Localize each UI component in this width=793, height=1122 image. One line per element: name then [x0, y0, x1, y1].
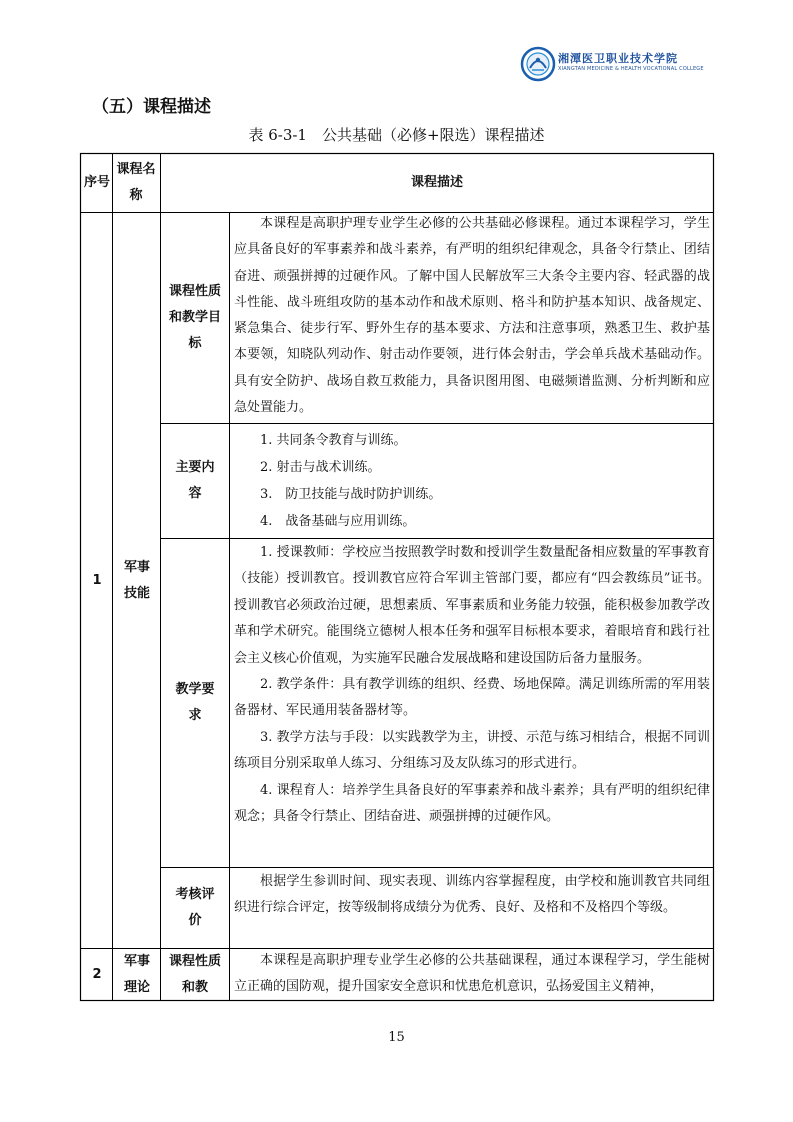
table-caption: 表 6-3-1 公共基础（必修+限选）课程描述: [248, 126, 545, 144]
row-1-label-nature: 课程性质和教学目标: [168, 284, 221, 351]
list-item: 4. 战备基础与应用训练。: [260, 514, 416, 529]
section-heading: （五）课程描述: [92, 97, 211, 117]
list-item: 2. 射击与战术训练。: [260, 460, 381, 475]
header-course-name: 课程名称: [116, 162, 156, 203]
row-1-label-content: 主要内容: [175, 460, 215, 501]
row-1-label-assessment: 考核评价: [175, 887, 215, 928]
paragraph: 本课程是高职护理专业学生必修的公共基础必修课程。通过本课程学习，学生应具备良好的军事素养和战斗素养，有严明的组织纪律观念，具备令行禁止、团结奋进、顽强拼搏的过硬作风。了解中国人民解放军三大条令主要内容、轻武器的战斗性能、战斗班组攻防的基本动作和战术原则、格斗和防护基本知识、战备规定、紧急集合、徒步行军、野外生存的基本要求、方法和注意事项，熟悉卫生、救护基本要领，知晓队列动作、射击动作要领，进行体会射击，学会单兵战术基础动作。具有安全防护、战场自救互救能力，具备识图用图、电磁频谱监测、分析判断和应急处置能力。: [234, 216, 710, 416]
paragraph: 根据学生参训时间、现实表现、训练内容掌握程度，由学校和施训教官共同组织进行综合评定，按等级制将成绩分为优秀、良好、及格和不及格四个等级。: [234, 874, 710, 916]
paragraph: 3. 教学方法与手段：以实践教学为主，讲授、示范与练习相结合，根据不同训练项目分别采取单人练习、分组练习及友队练习的形式进行。: [234, 729, 710, 772]
college-emblem-icon: [520, 46, 556, 82]
header-course-desc: 课程描述: [410, 175, 463, 190]
row-1-desc-requirements: [234, 540, 710, 830]
logo-text-en: XIANGTAN MEDICINE & HEALTH VOCATIONAL COLLEGE: [558, 66, 704, 72]
row-1-label-requirements: 教学要求: [175, 682, 215, 723]
row-2-label-nature: 课程性质和教: [168, 954, 221, 995]
row-2-seq: 2: [92, 967, 102, 982]
paragraph: 2. 教学条件：具有教学训练的组织、经费、场地保障。满足训练所需的军用装备器材、军民通用装备器材等。: [234, 677, 710, 719]
logo-text-cn: 湘潭医卫职业技术学院: [558, 52, 678, 65]
row-1-desc-content: [234, 427, 710, 535]
paragraph: 4. 课程育人：培养学生具备良好的军事素养和战斗素养；具有严明的组织纪律观念；具备令行禁止、团结奋进、顽强拼搏的过硬作风。: [234, 782, 710, 825]
row-1-desc-nature: [234, 211, 710, 421]
row-1-seq: 1: [92, 572, 102, 588]
list-item: 1. 共同条令教育与训练。: [260, 433, 407, 448]
row-2-course-name: 军事理论: [123, 954, 150, 995]
page-number: 15: [388, 1030, 405, 1045]
row-1-desc-assessment: [234, 869, 710, 922]
list-item: 3. 防卫技能与战时防护训练。: [260, 487, 442, 502]
row-2-desc-nature: [234, 948, 710, 1001]
header-seq: 序号: [84, 175, 111, 190]
paragraph: 1. 授课教师：学校应当按照教学时数和授训学生数量配备相应数量的军事教育（技能）授训教官。授训教官应符合军训主管部门要，都应有“四会教练员”证书。授训教官必须政治过硬，思想素质、军事素质和业务能力较强，能积极参加教学改革和学术研究。能围绕立德树人根本任务和强军目标根本要求，着眼培育和践行社会主义核心价值观，为实施军民融合发展战略和建设国防后备力量服务。: [234, 545, 710, 666]
row-1-course-name: 军事技能: [123, 559, 150, 601]
paragraph: 本课程是高职护理专业学生必修的公共基础课程，通过本课程学习，学生能树立正确的国防观，提升国家安全意识和忧患危机意识，弘扬爱国主义精神，: [234, 953, 710, 995]
college-logo: [520, 44, 720, 84]
